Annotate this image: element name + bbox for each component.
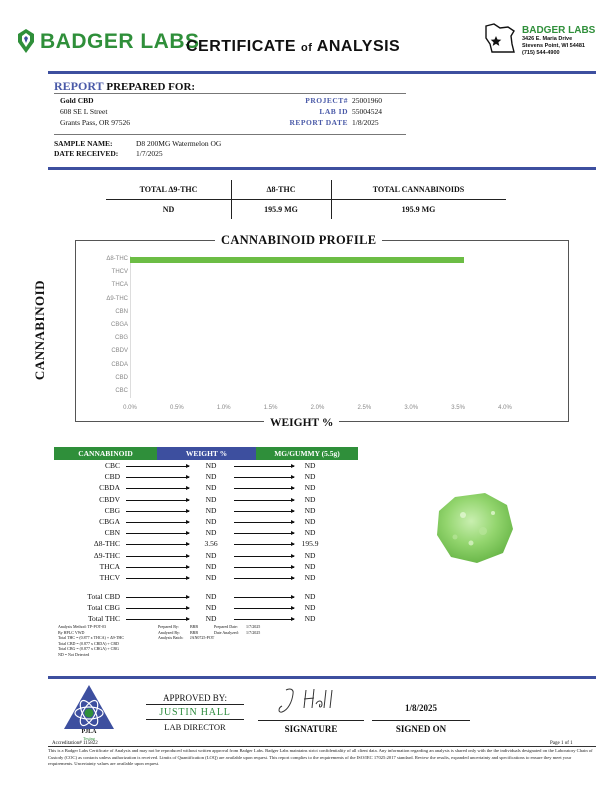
chart-frame bbox=[75, 240, 569, 422]
arrow-icon bbox=[126, 511, 189, 512]
arrow-icon bbox=[234, 608, 294, 609]
approver-name: JUSTIN HALL bbox=[159, 707, 231, 718]
mg-value: ND bbox=[304, 494, 316, 504]
arrow-icon bbox=[126, 567, 189, 568]
arrow-icon bbox=[234, 578, 294, 579]
arrow-icon bbox=[126, 608, 189, 609]
note-line: ND = Not Detected bbox=[58, 651, 90, 657]
weight-value: ND bbox=[205, 483, 217, 493]
weight-value: ND bbox=[205, 614, 217, 623]
sample-name-value: D8 200MG Watermelon OG bbox=[136, 139, 222, 148]
arrow-icon bbox=[234, 466, 294, 467]
analysis-notes bbox=[158, 624, 298, 641]
table-row bbox=[54, 528, 358, 539]
chart-x-tick-label: 2.5% bbox=[357, 405, 372, 411]
title-of: of bbox=[301, 42, 313, 54]
chart-y-tick-label: THCA bbox=[111, 282, 128, 289]
summary-value-d8: 195.9 MG bbox=[264, 205, 298, 214]
cannabinoid-name: THCA bbox=[99, 561, 120, 571]
method-notes bbox=[58, 624, 148, 657]
signature-image bbox=[276, 686, 346, 718]
pjla-name: PJLA bbox=[81, 729, 97, 735]
lab-address-line2: Stevens Point, WI 54481 bbox=[522, 43, 585, 49]
chart-y-tick-label: CBD bbox=[115, 374, 128, 381]
cannabinoid-name: Δ9-THC bbox=[93, 550, 120, 560]
arrow-icon bbox=[234, 488, 294, 489]
cannabinoid-name: THCV bbox=[99, 573, 120, 582]
chart-title: CANNABINOID PROFILE bbox=[215, 233, 382, 248]
cannabinoid-name: Δ8-THC bbox=[93, 539, 120, 549]
batch: JAN0725-POT bbox=[190, 635, 215, 640]
client-name: Gold CBD bbox=[60, 96, 94, 105]
report-divider bbox=[48, 167, 596, 170]
report-heading bbox=[54, 79, 195, 94]
arrow-icon bbox=[126, 597, 189, 598]
arrow-icon bbox=[234, 544, 294, 545]
table-row bbox=[54, 551, 358, 562]
report-word: REPORT bbox=[54, 79, 104, 93]
chart-y-tick-label: Δ8-THC bbox=[106, 256, 128, 262]
results-header-weight: WEIGHT % bbox=[157, 447, 256, 460]
chart-x-tick-label: 2.0% bbox=[310, 405, 325, 411]
signed-on-label: SIGNED ON bbox=[395, 724, 447, 734]
date-received-label: DATE RECEIVED: bbox=[54, 149, 119, 158]
cannabinoid-name: Total CBG bbox=[87, 603, 120, 612]
mg-value: ND bbox=[304, 472, 316, 482]
chart-x-label: WEIGHT % bbox=[264, 417, 339, 429]
weight-value: ND bbox=[205, 494, 217, 504]
mg-value: ND bbox=[304, 505, 316, 515]
table-row bbox=[54, 592, 358, 603]
arrow-icon bbox=[234, 556, 294, 557]
mg-value: ND bbox=[304, 483, 316, 493]
mg-value: ND bbox=[304, 614, 316, 623]
summary-value-total: 195.9 MG bbox=[401, 205, 436, 214]
chart-x-tick-label: 4.0% bbox=[498, 405, 512, 411]
signature-line bbox=[258, 720, 364, 721]
summary-header-total: TOTAL CANNABINOIDS bbox=[372, 185, 465, 194]
table-row bbox=[54, 495, 358, 506]
pjla-sub: Testing bbox=[83, 736, 95, 741]
lab-address-line1: 3426 E. Maria Drive bbox=[522, 36, 573, 42]
arrow-icon bbox=[234, 522, 294, 523]
analyzed-by-label: Analyzed By: bbox=[158, 629, 181, 635]
arrow-icon bbox=[126, 556, 189, 557]
chart-x-tick-label: 0.0% bbox=[123, 405, 137, 411]
title-end: ANALYSIS bbox=[316, 38, 401, 55]
analyzed-date: 1/7/2025 bbox=[246, 629, 261, 635]
note-line: Total CBG = (0.877 x CBGA) + CBG bbox=[58, 646, 119, 651]
approval-block bbox=[146, 693, 244, 732]
batch-label: Analysis Batch: bbox=[158, 635, 184, 640]
header-divider bbox=[48, 71, 596, 74]
arrow-icon bbox=[126, 619, 189, 620]
mg-value: ND bbox=[304, 550, 316, 560]
cannabinoid-name: Total CBD bbox=[87, 592, 120, 601]
table-row bbox=[54, 472, 358, 483]
chart-x-tick-label: 0.5% bbox=[170, 405, 184, 411]
mg-value: ND bbox=[304, 528, 316, 538]
table-row bbox=[54, 483, 358, 494]
disclaimer-text: This is a Badger Labs Certificate of Analysis and may not be reproduced without written approval from Badger Labs. Badger Labs maintains strict confidentiality of all client data. Any information regarding an analysis is shared only with the the individuals designated on the Laboratory Chain of Custody (COC) as contacts unless authorization is received. Limits of Quantification (LOQ) are available upon request. This report complies to the requirements of the ISO/IEC 17025:2017 standard. Review the results, expanded uncertainty and specifications to ensure they meet your requirements. Uncertainty values are available upon request. bbox=[48, 748, 593, 767]
report-date-label: REPORT DATE bbox=[289, 118, 348, 127]
project-value: 25001960 bbox=[352, 96, 382, 105]
labid-value: 55004524 bbox=[352, 107, 382, 116]
prepared-for-label: PREPARED FOR: bbox=[106, 81, 196, 93]
summary-value-thc: ND bbox=[162, 205, 175, 214]
arrow-icon bbox=[126, 544, 189, 545]
accreditation-number: Accreditation# 115822 bbox=[52, 741, 98, 746]
weight-value: ND bbox=[205, 603, 217, 612]
table-row bbox=[54, 461, 358, 472]
arrow-icon bbox=[234, 619, 294, 620]
mg-value: ND bbox=[304, 573, 316, 582]
footer-divider bbox=[48, 676, 596, 679]
chart-y-tick-label: Δ9-THC bbox=[106, 295, 128, 302]
chart-x-tick-label: 3.0% bbox=[404, 405, 419, 411]
logo-text: BADGER LABS bbox=[40, 30, 200, 53]
results-header-cannabinoid: CANNABINOID bbox=[54, 447, 157, 460]
summary-table bbox=[106, 180, 506, 219]
chart-bar bbox=[130, 257, 464, 263]
cannabinoid-name: CBC bbox=[104, 461, 120, 470]
summary-header-thc: TOTAL Δ9-THC bbox=[139, 185, 198, 194]
arrow-icon bbox=[234, 511, 294, 512]
footer-rule bbox=[48, 746, 596, 747]
cannabinoid-name: CBD bbox=[104, 472, 120, 482]
arrow-icon bbox=[126, 533, 189, 534]
page-number: Page 1 of 1 bbox=[550, 741, 573, 746]
prepared-by: BRB bbox=[190, 624, 199, 629]
summary-vline-1 bbox=[231, 180, 232, 219]
table-row bbox=[54, 506, 358, 517]
signature-label: SIGNATURE bbox=[284, 724, 338, 734]
client-city: Grants Pass, OR 97526 bbox=[60, 118, 131, 127]
table-row bbox=[54, 539, 358, 550]
prepared-by-label: Prepared By: bbox=[158, 624, 179, 629]
mg-value: ND bbox=[304, 561, 316, 571]
note-line: By HPLC VWD bbox=[58, 629, 85, 635]
weight-value: ND bbox=[205, 592, 217, 601]
arrow-icon bbox=[234, 597, 294, 598]
chart-x-tick-label: 1.0% bbox=[216, 405, 231, 411]
sample-name-label: SAMPLE NAME: bbox=[54, 139, 113, 148]
arrow-icon bbox=[126, 522, 189, 523]
chart-y-tick-label: THCV bbox=[111, 269, 128, 276]
arrow-icon bbox=[126, 488, 189, 489]
weight-value: ND bbox=[205, 461, 217, 470]
wisconsin-map-icon bbox=[484, 22, 518, 54]
chart-y-tick-label: CBGA bbox=[110, 322, 128, 328]
cannabinoid-name: CBG bbox=[104, 505, 120, 515]
summary-header-d8: Δ8-THC bbox=[266, 185, 296, 194]
table-row bbox=[54, 562, 358, 573]
weight-value: 3.56 bbox=[204, 539, 218, 549]
page-title bbox=[186, 38, 400, 56]
report-date-value: 1/8/2025 bbox=[352, 118, 379, 127]
title-main: CERTIFICATE bbox=[186, 38, 297, 55]
signed-on-line bbox=[372, 720, 470, 721]
prepared-date: 1/7/2025 bbox=[246, 624, 261, 629]
arrow-icon bbox=[234, 533, 294, 534]
client-street: 608 SE L Street bbox=[60, 107, 108, 116]
badger-logo-icon bbox=[16, 28, 36, 54]
weight-value: ND bbox=[205, 573, 217, 582]
mg-value: ND bbox=[304, 461, 316, 470]
date-received-value: 1/7/2025 bbox=[136, 149, 163, 158]
cannabinoid-name: CBN bbox=[104, 528, 120, 538]
analyzed-date-label: Date Analyzed: bbox=[214, 629, 239, 635]
chart-y-tick-label: CBN bbox=[115, 308, 128, 315]
badger-logo bbox=[16, 28, 200, 56]
arrow-icon bbox=[234, 477, 294, 478]
cannabinoid-name: CBDA bbox=[99, 483, 120, 493]
chart-x-tick-label: 3.5% bbox=[451, 405, 465, 411]
signed-date: 1/8/2025 bbox=[404, 703, 437, 713]
arrow-icon bbox=[234, 567, 294, 568]
approver-title: LAB DIRECTOR bbox=[164, 722, 226, 732]
arrow-icon bbox=[126, 466, 189, 467]
results-header-mg: MG/GUMMY (5.5g) bbox=[256, 447, 358, 460]
table-row bbox=[54, 517, 358, 528]
approved-by-label: APPROVED BY: bbox=[163, 693, 227, 703]
chart-y-tick-label: CBDA bbox=[111, 361, 128, 368]
labid-label: LAB ID bbox=[319, 107, 348, 116]
report-underline bbox=[54, 93, 406, 94]
table-row bbox=[54, 573, 358, 584]
note-line: Total THC = (0.877 x THCA) + Δ9-THC bbox=[58, 635, 124, 640]
lab-name: BADGER LABS bbox=[522, 25, 596, 36]
pjla-logo-icon bbox=[62, 683, 116, 731]
chart-y-tick-label: CBDV bbox=[111, 348, 128, 355]
prepared-date-label: Prepared Date: bbox=[214, 624, 238, 629]
lab-phone: (715) 544-4900 bbox=[522, 50, 560, 56]
lab-info bbox=[522, 25, 602, 57]
chart-y-axis bbox=[130, 256, 131, 398]
summary-vline-2 bbox=[331, 180, 332, 219]
cannabinoid-name: CBDV bbox=[99, 494, 120, 504]
arrow-icon bbox=[126, 477, 189, 478]
weight-value: ND bbox=[205, 528, 217, 538]
note-line: Total CBD = (0.877 x CBDA) + CBD bbox=[58, 640, 119, 646]
mg-value: 195.9 bbox=[301, 539, 319, 549]
mg-value: ND bbox=[304, 517, 316, 526]
arrow-icon bbox=[126, 578, 189, 579]
sample-divider bbox=[54, 134, 406, 135]
chart-y-label: CANNABINOID bbox=[32, 276, 48, 384]
arrow-icon bbox=[234, 500, 294, 501]
note-line: Analysis Method: TP-POT-03 bbox=[58, 624, 107, 629]
arrow-icon bbox=[126, 500, 189, 501]
weight-value: ND bbox=[205, 472, 217, 482]
product-photo bbox=[433, 491, 517, 565]
analyzed-by: BRB bbox=[190, 629, 199, 635]
chart-y-tick-label: CBG bbox=[114, 335, 128, 342]
project-label: PROJECT# bbox=[305, 96, 348, 105]
client-block bbox=[60, 95, 130, 128]
project-block bbox=[270, 95, 410, 128]
chart-y-tick-label: CBC bbox=[115, 388, 128, 394]
weight-value: ND bbox=[205, 550, 217, 560]
cannabinoid-name: Total THC bbox=[87, 614, 120, 623]
mg-value: ND bbox=[304, 592, 316, 601]
chart-x-tick-label: 1.5% bbox=[263, 405, 278, 411]
weight-value: ND bbox=[205, 505, 217, 515]
weight-value: ND bbox=[205, 517, 217, 526]
weight-value: ND bbox=[205, 561, 217, 571]
sample-block bbox=[54, 139, 221, 159]
table-row bbox=[54, 603, 358, 614]
mg-value: ND bbox=[304, 603, 316, 612]
cannabinoid-name: CBGA bbox=[99, 517, 120, 526]
